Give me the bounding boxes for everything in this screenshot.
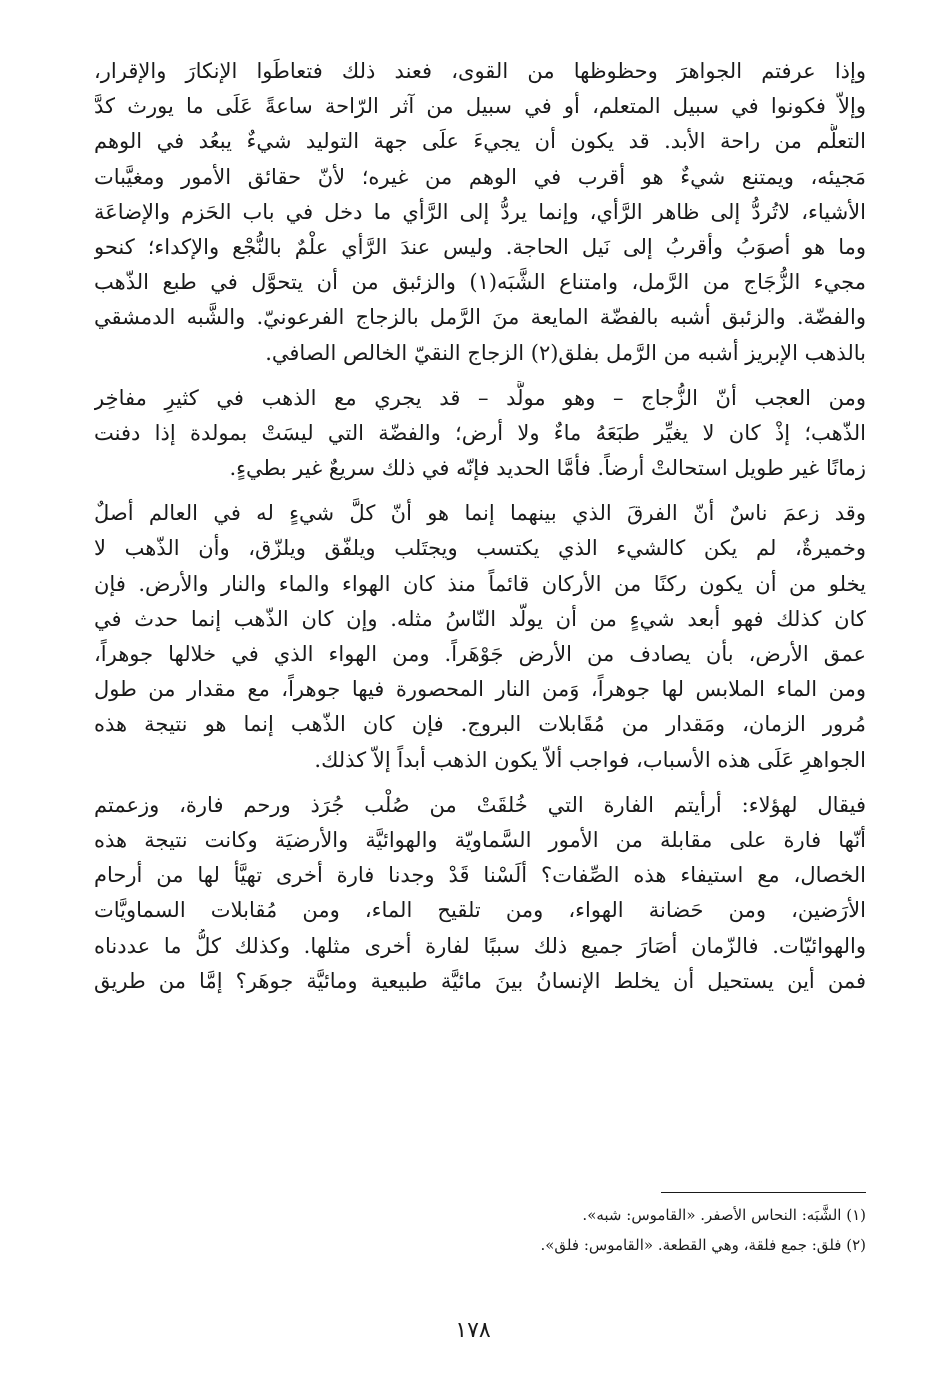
text-line: وإذا عرفتم الجواهرَ وحظوظها من القوى، فعند ذلك فتعاطَوا الإنكارَ والإقرار، [94,59,866,83]
text-line: والفضّة. والزئبق أشبه بالفضّة المايعة منَ الرَّمل بالزجاج الفرعونيّ. والشَّبه الدمشقي [94,305,866,330]
text-line: وقد زعمَ ناسٌ أنّ الفرقَ الذي بينهما إنما هو أنّ كلَّ شيءٍ له في العالم أصلٌ [94,501,866,526]
text-line: وإلاّ فكونوا في سبيل المتعلم، أو في سبيل من آثر الرّاحة ساعةً عَلَى ما يورث كدَّ [94,94,866,119]
text-line: بالذهب الإبريز أشبه من الرَّمل بفلق(٢) الزجاج النقيّ الخالص الصافي. [265,340,866,365]
text-line: التعلُّم من راحة الأبد. قد يكون أن يجيءَ علَى جهة التوليد شيءٌ يبعُد في الوهم [94,129,866,154]
footnotes [86,1200,866,1260]
text-line: مجيء الزُّجَاج من الرَّمل، وامتناع الشَّبَه(١) والزئبق من أن يتحوَّل في طبع الذّهب [94,270,866,295]
text-line: الجواهرِ عَلَى هذه الأسباب، فواجب ألاّ يكون الذهب أبداً إلاّ كذلك. [314,747,866,772]
footnote-divider [661,1192,866,1193]
text-line: أنّها فارة على مقابلة من الأمور السَّماويّة والهوائيَّة والأرضيَة وكانت نتيجة هذه [94,827,866,852]
text-line: كان كذلك فهو أبعد شيءٍ من أن يولّد النّاسُ مثله. وإن كان الذّهب إنما حدث في [94,606,866,631]
text-line: الأرَضين، ومن حَضانة الهواء، ومن تلقيح الماء، ومن مُقابلات السماويَّات [94,898,866,923]
text-line: الخصال، مع استيفاء هذه الصِّفات؟ ألَسْنا قَدْ وجدنا فارة أخرى تهيَّأ لها من أرحام [94,863,866,888]
text-line: وخميرةٌ، لم يكن كالشيء الذي يكتسب ويجتَلب ويلفّق ويلزّق، وأن الذّهب لا [94,536,866,561]
text-line: مُرور الزمان، ومَقدار من مُقَابلات البروج. فإن كان الذّهب إنما هو نتيجة هذه [94,712,866,737]
paragraph-2 [94,381,866,487]
paragraph-1 [94,54,866,371]
text-line: وما هو أصوَبُ وأقربُ إلى نَيل الحاجة. وليس عندَ الرَّأي علْمٌ بالنُّجْع والإكداء؛ كنحو [94,234,866,259]
page-number: ١٧٨ [455,1318,491,1343]
text-line: الأشياء، لاتُردُّ إلى ظاهر الرَّأي، وإنما يردُّ إلى الرَّأي ما دخل في باب الحَزم والإضاعَة [94,199,866,224]
text-line: والهوائيّات. فالزّمان أصَارَ جميع ذلك سببًا لفارة أخرى مثلها. وكذلك كلُّ ما عددناه [94,933,866,958]
text-line: ومن الماء الملابس لها جوهراً، وَمن النار المحصورة فيها جوهراً، مع مقدار من طول [94,677,866,702]
text-line: مَجيئه، ويمتنع شيءٌ هو أقرب في الوهم من غيره؛ لأنّ حقائق الأمور ومغيَّبات [94,164,866,189]
text-line: يخلو من أن يكون ركنًا من الأركان قائماً منذ كان الهواء والماء والنار والأرض. فإن [94,571,866,596]
main-text [94,54,866,1009]
paragraph-4 [94,788,866,999]
text-line: الذّهب؛ إذْ كان لا يغيِّر طبَعَهُ ماءٌ ولا أرض؛ والفضّة التي ليسَتْ بمولدة إذا دفنت [94,420,866,445]
paragraph-3 [94,496,866,778]
footnote-1: (١) الشَّبَه: النحاس الأصفر. «القاموس: شبه». [582,1206,866,1224]
text-line: عمق الأرض، بأن يصادف من الأرض جَوْهَراً. ومن الهواء الذي في خلالها جوهراً، [94,642,866,666]
text-line: زمانًا غير طويل استحالتْ أرضاً. فأمَّا الحديد فإنّه في ذلك سريعٌ غير بطيءٍ. [229,456,866,481]
text-line: فمن أين يستحيل أن يخلط الإنسانُ بينَ مائيَّة طبيعية ومائيَّة جوهَر؟ إمَّا من طريق [94,968,866,993]
footnote-2: (٢) فلق: جمع فلقة، وهي القطعة. «القاموس: فلق». [540,1236,866,1254]
text-line: فيقال لهؤلاء: أرأيتم الفارة التي خُلقَتْ من صُلْب جُرَذ ورحم فارة، وزعمتم [94,792,866,817]
text-line: ومن العجب أنّ الزُّجاج – وهو مولَّد – قد يجري مع الذهب في كثيرِ مفاخِر [94,385,866,410]
